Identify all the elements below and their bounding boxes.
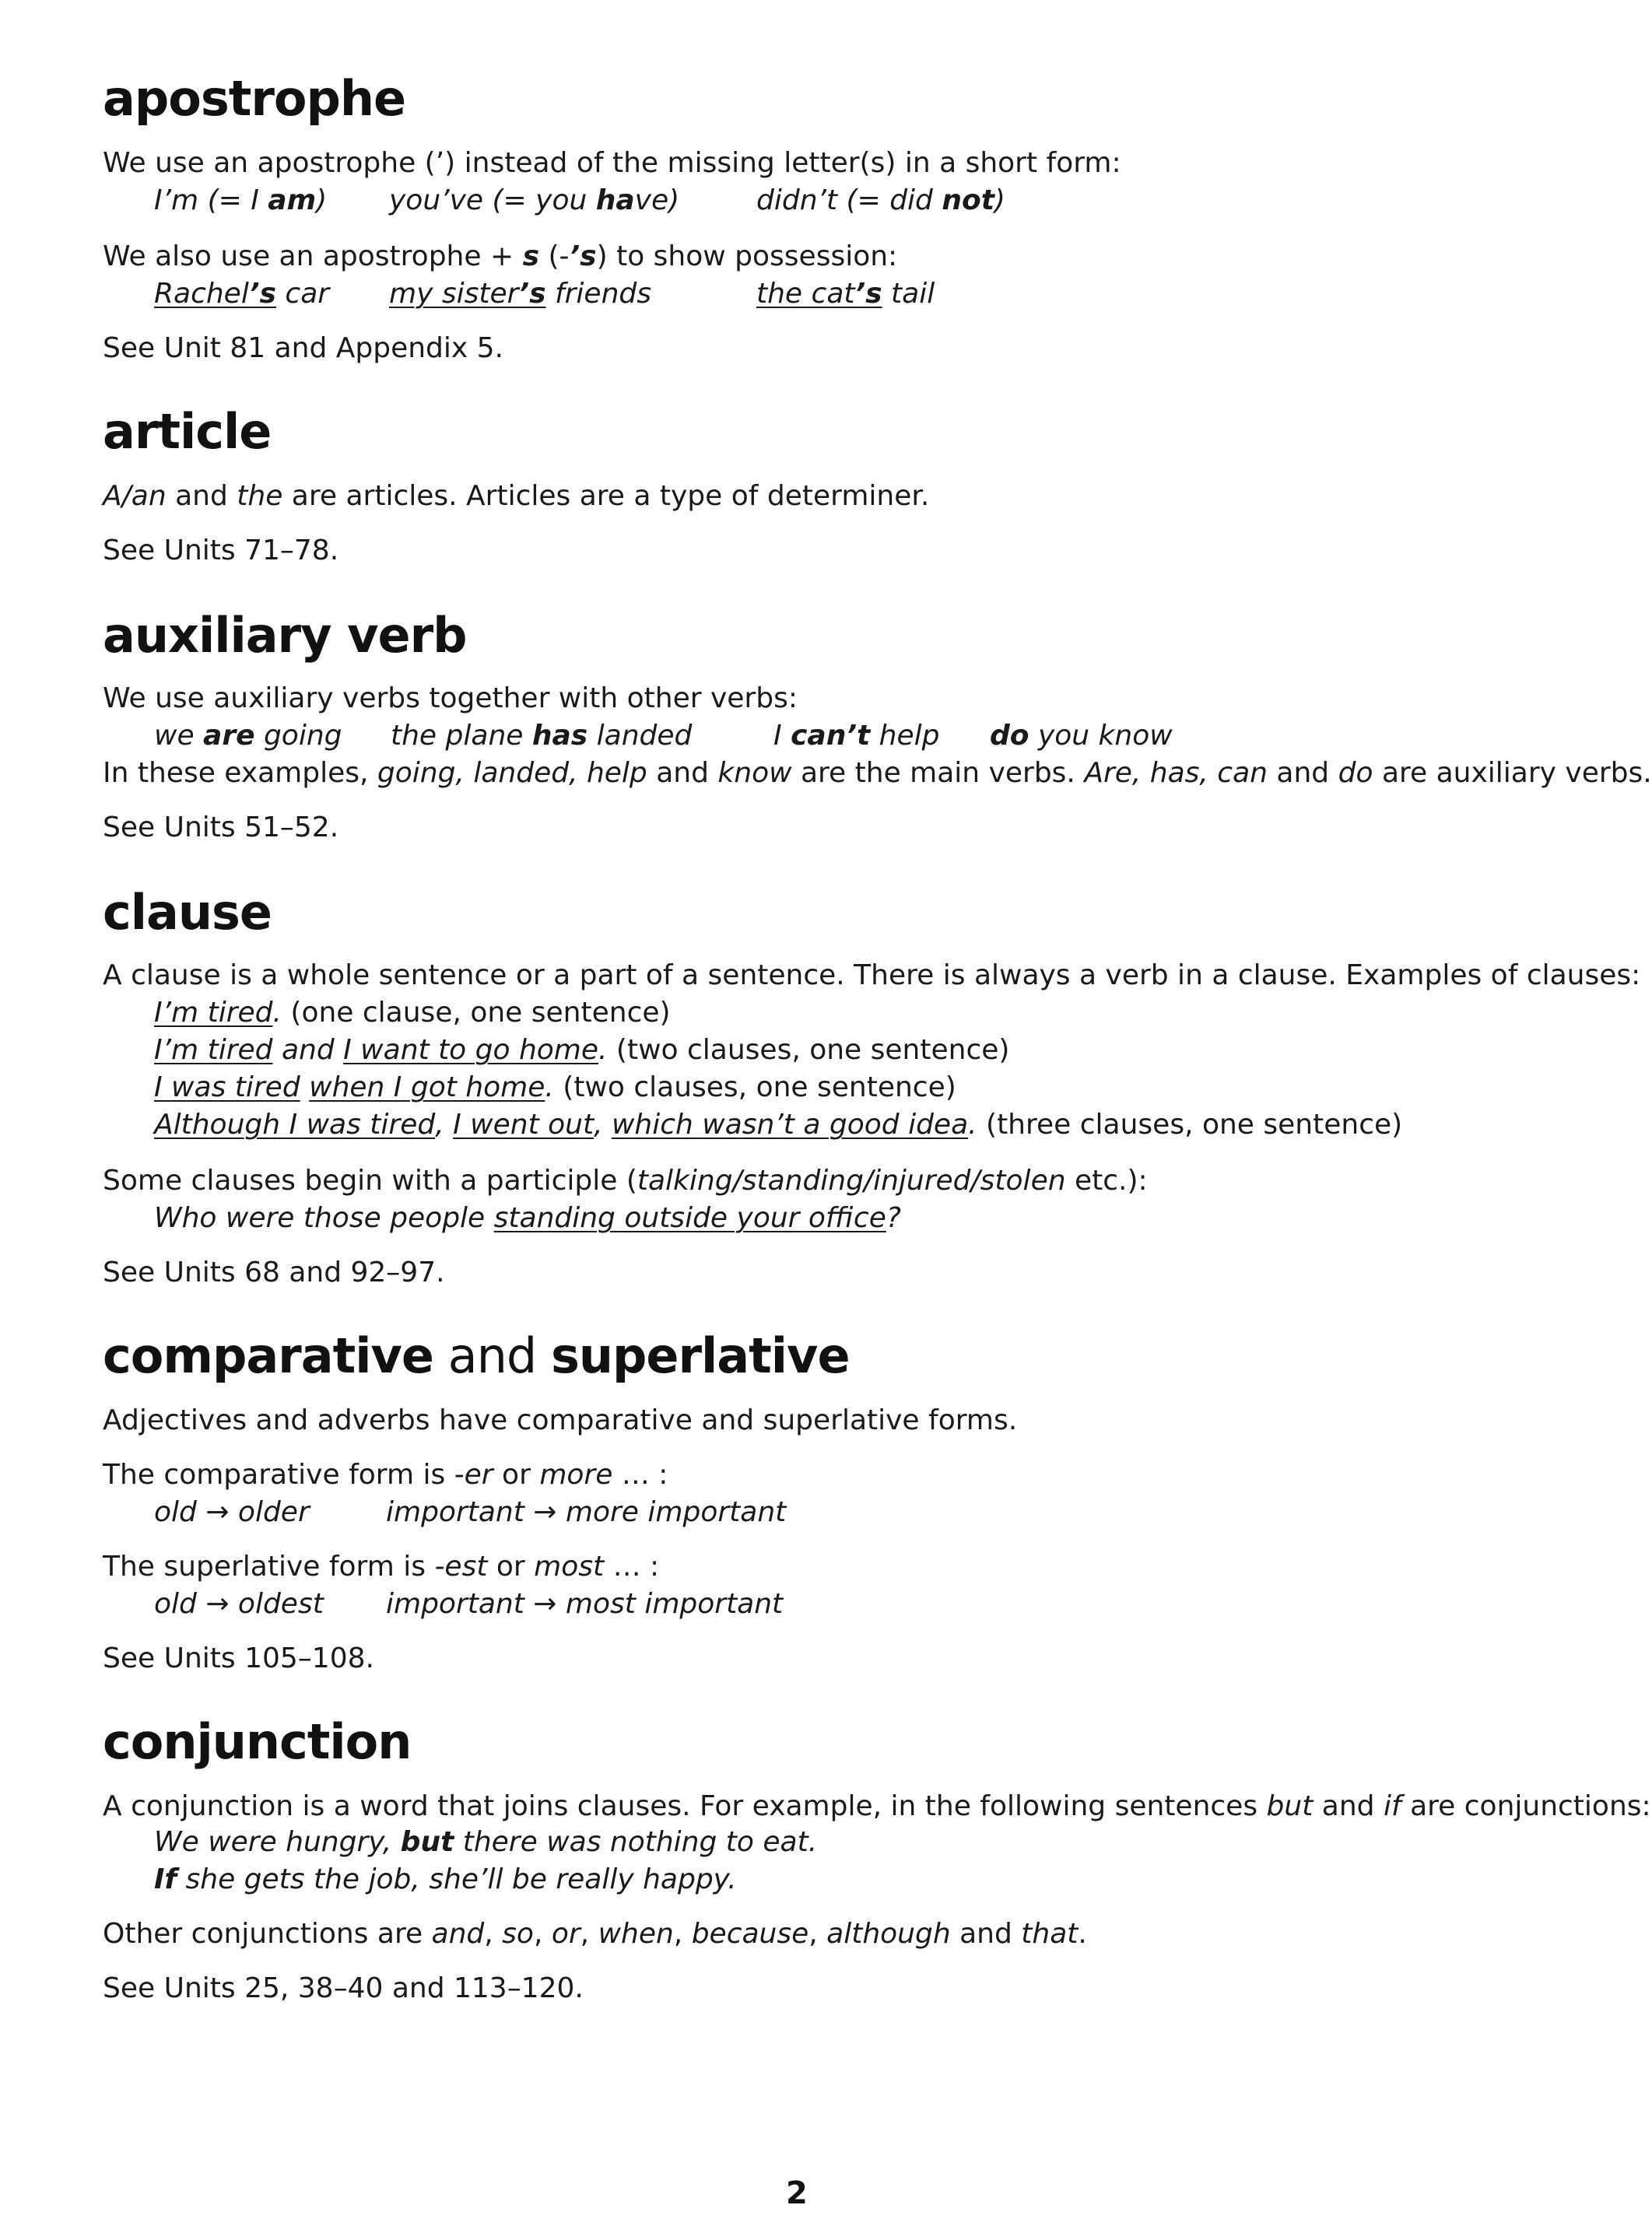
seg: ,	[808, 1918, 827, 1950]
participle-example: Who were those people standing outside your office?	[154, 1202, 901, 1234]
example-my-sisters-friends: my sister’s friends	[389, 278, 652, 310]
clause-definition: A clause is a whole sentence or a part of a sentence. There is always a verb in a clause. Examples of clauses:	[103, 959, 1641, 991]
heading-comparative-superlative: comparative and superlative	[103, 1327, 850, 1384]
apostrophe-intro: We use an apostrophe (’) instead of the missing letter(s) in a short form:	[103, 147, 1121, 179]
example-rachels-car: Rachel’s car	[154, 278, 330, 310]
auxiliary-note	[103, 759, 1652, 787]
conjunction-see: See Units 25, 38–40 and 113–120.	[103, 1972, 584, 2004]
note-seg: and	[1267, 757, 1338, 789]
seg: .	[1078, 1918, 1087, 1950]
auxiliary-intro: We use auxiliary verbs together with other verbs:	[103, 682, 798, 714]
clause-example-4: Although I was tired, I went out, which wasn’t a good idea. (three clauses, one sentence)	[154, 1109, 1403, 1141]
seg: because	[691, 1918, 809, 1950]
note-seg: going, landed, help	[377, 757, 647, 789]
conjunction-example-2: If she gets the job, she’ll be really happy.	[154, 1863, 737, 1895]
example-the-cats-tail: the cat’s tail	[756, 278, 935, 310]
heading-conjunction: conjunction	[103, 1713, 412, 1770]
example-we-are-going: we are going	[154, 720, 342, 752]
heading-article: article	[103, 403, 272, 460]
note-seg: do	[1338, 757, 1373, 789]
page-number: 2	[786, 2175, 808, 2211]
other-conjunctions	[103, 1920, 1087, 1948]
heading-auxiliary-verb: auxiliary verb	[103, 607, 467, 664]
example-im: I’m (= I am)	[154, 184, 328, 216]
example-plane-has-landed: the plane has landed	[391, 720, 693, 752]
comparative-form: The comparative form is -er or more … :	[103, 1459, 668, 1491]
comparative-definition: Adjectives and adverbs have comparative and superlative forms.	[103, 1404, 1018, 1436]
example-do-you-know: do you know	[990, 720, 1173, 752]
conjunction-example-1: We were hungry, but there was nothing to eat.	[154, 1826, 818, 1858]
example-most-important: important → most important	[386, 1588, 784, 1620]
seg: and	[431, 1918, 485, 1950]
clause-example-1: I’m tired. (one clause, one sentence)	[154, 997, 671, 1029]
note-seg: Are, has, can	[1084, 757, 1268, 789]
auxiliary-see: See Units 51–52.	[103, 812, 339, 843]
seg: ,	[484, 1918, 503, 1950]
clause-see: See Units 68 and 92–97.	[103, 1257, 445, 1288]
seg: although	[826, 1918, 951, 1950]
seg: so	[502, 1918, 534, 1950]
seg: that	[1021, 1918, 1079, 1950]
clause-example-2: I’m tired and I want to go home. (two clauses, one sentence)	[154, 1034, 1010, 1066]
participle-intro: Some clauses begin with a participle (talking/standing/injured/stolen etc.):	[103, 1165, 1148, 1197]
seg: ,	[533, 1918, 552, 1950]
note-seg: know	[717, 757, 792, 789]
example-didnt: didn’t (= did not)	[756, 184, 1005, 216]
seg: when	[598, 1918, 674, 1950]
seg: ,	[673, 1918, 692, 1950]
example-more-important: important → more important	[386, 1496, 787, 1528]
note-seg: In these examples,	[103, 757, 377, 789]
example-old-older: old → older	[154, 1496, 310, 1528]
seg: and	[950, 1918, 1022, 1950]
apostrophe-see: See Unit 81 and Appendix 5.	[103, 332, 503, 364]
heading-clause: clause	[103, 884, 272, 941]
possession-intro: We also use an apostrophe + s (-’s) to show possession:	[103, 240, 898, 272]
conjunction-definition: A conjunction is a word that joins clauses. For example, in the following sentences but and if are conjunctions:	[103, 1790, 1651, 1822]
example-old-oldest: old → oldest	[154, 1588, 324, 1620]
note-seg: are auxiliary verbs.	[1373, 757, 1652, 789]
article-see: See Units 71–78.	[103, 535, 339, 566]
comparative-see: See Units 105–108.	[103, 1642, 374, 1674]
note-seg: are the main verbs.	[791, 757, 1085, 789]
seg: ,	[580, 1918, 598, 1950]
note-seg: and	[647, 757, 718, 789]
clause-example-3: I was tired when I got home. (two clauses, one sentence)	[154, 1071, 956, 1103]
example-i-cant-help: I can’t help	[773, 720, 940, 752]
superlative-form: The superlative form is -est or most … :	[103, 1551, 660, 1583]
seg: or	[551, 1918, 580, 1950]
example-youve: you’ve (= you have)	[389, 184, 680, 216]
article-definition: A/an and the are articles. Articles are a type of determiner.	[103, 480, 930, 512]
heading-apostrophe: apostrophe	[103, 70, 406, 127]
seg: Other conjunctions are	[103, 1918, 432, 1950]
